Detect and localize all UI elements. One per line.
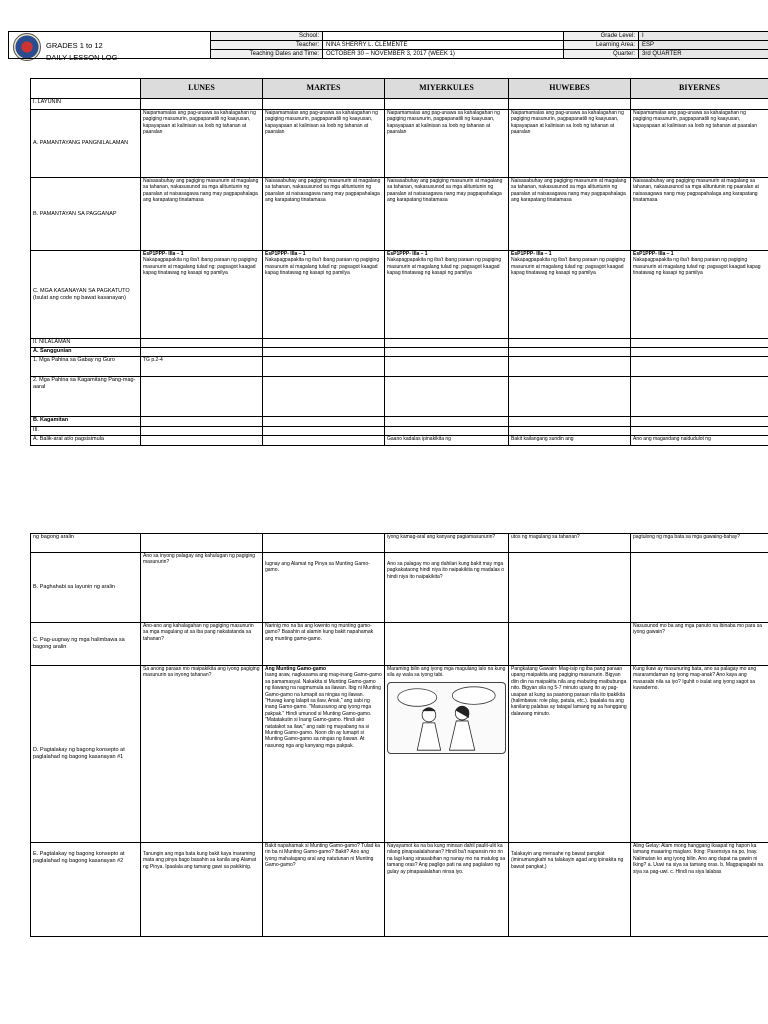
cell-kasanayan bbox=[263, 251, 385, 339]
cell-kasanayan bbox=[631, 251, 768, 339]
day-header-miyerkules: MIYERKULES bbox=[385, 79, 509, 99]
cell-kasanayan bbox=[385, 251, 509, 339]
day-header-lunes: LUNES bbox=[141, 79, 263, 99]
cell-text: Iugnay ang Alamat ng Pinya sa Munting Gamo-gamo. bbox=[263, 553, 385, 623]
header-table bbox=[8, 31, 768, 59]
cell-text: Ano-ano ang kahalagahan ng pagiging masunurin sa mga magulang at sa iba pang nakatatanda sa tahanan? bbox=[141, 623, 263, 666]
cell-text: Ano sa inyong palagay ang kahulugan ng pagiging masunurin? bbox=[141, 553, 263, 623]
row-label-pagtalakay-2: E. Pagtalakay ng bagong konsepto at paglalahad ng bagong kasanayan #2 bbox=[31, 843, 141, 937]
kasanayan-code: EsP1PPP- IIIa – 1 bbox=[143, 251, 184, 257]
cell-kasanayan bbox=[509, 251, 631, 339]
form-title-grades: GRADES 1 to 12 bbox=[46, 41, 103, 50]
row-label-pagtalakay-1: D. Pagtalakay ng bagong konsepto at paglalahad ng bagong kasanayan #1 bbox=[31, 666, 141, 843]
cell-text bbox=[263, 436, 385, 446]
cell-text bbox=[385, 623, 509, 666]
illustration-girls-talking bbox=[387, 682, 506, 754]
kasanayan-code: EsP1PPP- IIIa – 1 bbox=[265, 251, 306, 257]
section-kagamitan: B. Kagamitan bbox=[31, 417, 141, 427]
cell-text: Aling Gelay: Alam mong hanggang ikaapat ng hapon ka lamang maaaring maglaro. Iking: Pasensiya na po, Inay. Nalimutan ko ang iyong bilin. Ano ang dapat na gawin ni Iking? a. Uuwi na siya sa tamang oras. b. Magpapagabi na siya sa pag-uwi. c. Hindi na siya lalabas bbox=[631, 843, 768, 937]
row-label-kasanayan: C. MGA KASANAYAN SA PAGKATUTO (Isulat ang code ng bawat kasanayan) bbox=[31, 251, 141, 339]
section-sanggunian: A. Sanggunian bbox=[31, 348, 141, 357]
cell-text: Tanungin ang mga bata kung bakit kaya maraming mata ang pinya bago basahin sa kanila ang Alamat ng Pinya. Ipaalala ang tamang gawi sa pakikinig. bbox=[141, 843, 263, 937]
row-label-paghahabi: B. Paghahabi sa layunin ng aralin bbox=[31, 553, 141, 623]
cell-with-figure bbox=[385, 666, 509, 843]
cell-text: Naipamamalas ang pag-unawa sa kahalagahan ng pagiging masunurin, pagpapanatili ng kaayusan, kapayapaan at kalinisan sa loob ng tahanan at paaralan bbox=[385, 110, 509, 178]
day-header-biyernes: BIYERNES bbox=[631, 79, 768, 99]
cell-text bbox=[141, 534, 263, 553]
cell-text: Naipamamalas ang pag-unawa sa kahalagahan ng pagiging masunurin, pagpapanatili ng kaayusan, kapayapaan at kalinisan sa loob ng tahanan at paaralan bbox=[631, 110, 768, 178]
school-value bbox=[323, 32, 564, 41]
grade-value: I bbox=[639, 32, 768, 41]
teacher-label: Teacher: bbox=[211, 41, 323, 50]
row-label-pamantayang: A. PAMANTAYANG PANGNILALAMAN bbox=[31, 110, 141, 178]
cell-text: Sa anong paraan mo maipakikita ang iyong pagiging masunurin sa inyong tahanan? bbox=[141, 666, 263, 843]
cell-text: Naipamamalas ang pag-unawa sa kahalagahan ng pagiging masunurin, pagpapanatili ng kaayusan, kapayapaan at kalinisan sa loob ng tahanan at paaralan bbox=[263, 110, 385, 178]
cell-text: Nakapagpapakita ng iba't ibang paraan ng pagiging masunurin at magalang tulad ng: pagsagot kaagad kapag tinatawag ng kasapi ng pamilya bbox=[633, 257, 761, 277]
corner-cell bbox=[31, 79, 141, 99]
gabay-value: TG p.2-4 bbox=[141, 357, 263, 377]
row-label-bagong-aralin: ng bagong aralin bbox=[31, 534, 141, 553]
cell-text: Maraming bilin ang iyong mga magulang lalo na kung sila ay wala sa iyong tabi. bbox=[387, 666, 506, 679]
cell-text: utos ng magulang sa tahanan? bbox=[509, 534, 631, 553]
cell-text bbox=[263, 534, 385, 553]
cell-text: Naisasabuhay ang pagiging masunurin at magalang sa tahanan, nakasusunod sa mga alituntunin ng paaralan at naisasagawa nang may pagpapahalaga ang karapatang tinatamasa bbox=[385, 178, 509, 251]
cell-text: Pangkatang Gawain: Mag-isip ng iba pang paraan upang maipakita ang pagiging masunurin. Bigyan diin din na maipakita nila ang mabuting maibubunga nito. Bigyan sila ng 5-7 minuto upang ito ay pag-usapan at kung sa paanong paraan nila ito ipakikita (halimbawa: role play, patula, etc.). Ipaalala na ang kanilang palabas ay tatagal lamang ng sa hanggang dalawang minuto. bbox=[509, 666, 631, 843]
dates-value: OCTOBER 30 – NOVEMBER 3, 2017 (WEEK 1) bbox=[323, 50, 564, 59]
cell-text: Nasusunod mo ba ang mga panuto na ibinaba mo para sa iyong gawain? bbox=[631, 623, 768, 666]
section-nilalaman: II. NILALAMAN bbox=[31, 339, 141, 348]
cell-text: Ano sa palagay mo ang dahilan kung bakit may mga pagkakataong hindi niya ito naipakikita ng madalas o hindi niya ito naipakikita? bbox=[385, 553, 509, 623]
cell-text: Naisasabuhay ang pagiging masunurin at magalang sa tahanan, nakasusunod sa mga alituntunin ng paaralan at naisasagawa nang may pagpapahalaga ang karapatang tinatamasa bbox=[509, 178, 631, 251]
row-label-pag-uugnay: C. Pag-uugnay ng mga halimbawa sa bagong aralin bbox=[31, 623, 141, 666]
day-header-martes: MARTES bbox=[263, 79, 385, 99]
cell-text: Nakapagpapakita ng iba't ibang paraan ng pagiging masunurin at magalang tulad ng: pagsagot kaagad kapag tinatawag ng kasapi ng pamilya bbox=[143, 257, 258, 277]
cell-text bbox=[509, 623, 631, 666]
cell-text: Ano ang magandang naidudulot ng bbox=[631, 436, 768, 446]
grade-label: Grade Level: bbox=[564, 32, 639, 41]
cell-text: Bakit kailangang sundin ang bbox=[509, 436, 631, 446]
cell-text: Naisasabuhay ang pagiging masunurin at magalang sa tahanan, nakasusunod sa mga alituntunin ng paaralan at naisasagawa nang may pagpapahalaga ang karapatang tinatamasa bbox=[263, 178, 385, 251]
area-label: Learning Area: bbox=[564, 41, 639, 50]
cell-text: Naipamamalas ang pag-unawa sa kahalagahan ng pagiging masunurin, pagpapanatili ng kaayusan, kapayapaan at kalinisan sa loob ng tahanan at paaralan bbox=[141, 110, 263, 178]
cell-text: Naipamamalas ang pag-unawa sa kahalagahan ng pagiging masunurin, pagpapanatili ng kaayusan, kapayapaan at kalinisan sa loob ng tahanan at paaralan bbox=[509, 110, 631, 178]
cell-text bbox=[141, 436, 263, 446]
dates-label: Teaching Dates and Time: bbox=[211, 50, 323, 59]
quarter-value: 3rd QUARTER bbox=[639, 50, 768, 59]
kasanayan-code: EsP1PPP- IIIa – 1 bbox=[511, 251, 552, 257]
kasanayan-code: EsP1PPP- IIIa – 1 bbox=[387, 251, 428, 257]
cell-text: iyong kamag-aral ang kanyang pagiamasunurin? bbox=[385, 534, 509, 553]
quarter-label: Quarter: bbox=[564, 50, 639, 59]
cell-text: Nayayamot ka na ba kung minsan dahil paulit-ulit ka nilang pinapaalalahanan? Hindi ba't napansin mo rin na lagi kang sinasabihan ng nanay mo na matulog sa tamang oras? Ang pagligo pati na ang paglalaro ng gulay ay pinapaalalahan ninsa iyo. bbox=[385, 843, 509, 937]
cell-text: Nakapagpapakita ng iba't ibang paraan ng pagiging masunurin at magalang tulad ng: pagsagot kaagad kapag tinatawag ng kasapi ng pamilya bbox=[265, 257, 380, 277]
area-value: ESP bbox=[639, 41, 768, 50]
cell-text: Gaano kadalas ipinakikita ng bbox=[385, 436, 509, 446]
row-label-pagganap: B. PAMANTAYAN SA PAGGANAP bbox=[31, 178, 141, 251]
dll-table-page1 bbox=[30, 78, 768, 446]
story-text: Isang araw, nagkasama ang mag-inang Gamo-gamo sa pamamasyal. Nakakita si Munting Gamo-gamo ng ilawang na nagmumula sa ilawan. Ibig ni Munting Gamo-gamo na lumapit sa ningas ng ilawan. "Huwag kang lalapit sa ilaw, Anak," ang sabi ng inang Gamo-gamo. "Masusunog ang iyong mga pakpak." Hindi umunod si Munting Gamo-gamo. "Matatakutin si Inang Gamo-gamo. Hindi ako natatakot sa ilaw," ang sabi ng mayabang na si Munting Gamo-gamo. Noon din ay lumapit si Munting Gamo-gamo sa ningas ng ilawan. At nasunog nga ang kanyang mga pakpak. bbox=[265, 672, 382, 749]
row-label-kagamitang: 2. Mga Pahina sa Kagamitang Pang-mag-aaral bbox=[31, 377, 141, 417]
cell-text: Nakapagpapakita ng iba't ibang paraan ng pagiging masunurin at magalang tulad ng: pagsagot kaagad kapag tinatawag ng kasapi ng pamilya bbox=[387, 257, 502, 277]
day-header-huwebes: HUWEBES bbox=[509, 79, 631, 99]
kasanayan-code: EsP1PPP- IIIa – 1 bbox=[633, 251, 674, 257]
cell-text: Talakayin ang mensahe ng bawat pangkat (iminumungkahi na talakayin agad ang ipinakita ng bawat pangkat.) bbox=[509, 843, 631, 937]
row-label-balik-aral: A. Balik-aral at/o pagsisimula bbox=[31, 436, 141, 446]
section-layunin: I. LAYUNIN bbox=[31, 99, 141, 110]
row-label-gabay: 1. Mga Pahina sa Gabay ng Guro bbox=[31, 357, 141, 377]
cell-text: Narinig mo na ba ang kwento ng munting gamo-gamo? Basahin at alamin kung bakit napahamak ang munting gamo-gamo. bbox=[263, 623, 385, 666]
cell-text bbox=[631, 553, 768, 623]
cell-kasanayan bbox=[141, 251, 263, 339]
cell-text: Kung ikaw ay masunuring bata, ano sa palagay mo ang mararamdaman ng iyong mag-anak? Ano kaya ang masasabi nila sa iyo? Iguhit o isulat ang iyong sagot sa kuwaderno. bbox=[631, 666, 768, 843]
school-label: School: bbox=[211, 32, 323, 41]
form-title-dll: DAILY LESSON LOG bbox=[46, 53, 118, 62]
cell-text: Naisasabuhay ang pagiging masunurin at magalang sa tahanan, nakasusunod sa mga alituntunin ng paaralan at naisasagawa nang may pagpapahalaga ang karapatang tinatamasa bbox=[631, 178, 768, 251]
cell-text: Naisasabuhay ang pagiging masunurin at magalang sa tahanan, nakasusunod sa mga alituntunin ng paaralan at naisasagawa nang may pagpapahalaga ang karapatang tinatamasa bbox=[141, 178, 263, 251]
cell-text bbox=[509, 553, 631, 623]
section-iii: III. bbox=[31, 427, 141, 436]
title-cell bbox=[9, 32, 211, 59]
story-title: Ang Munting Gamo-gamo bbox=[265, 666, 327, 672]
dll-table-page2 bbox=[30, 533, 768, 937]
teacher-value: NINA SHERRY L. CLEMENTE bbox=[323, 41, 564, 50]
cell-text: pagtulong ng mga bata sa mga gawaing-bahay? bbox=[631, 534, 768, 553]
cartoon-illustration-icon bbox=[388, 683, 505, 753]
cell-text: Nakapagpapakita ng iba't ibang paraan ng pagiging masunurin at magalang tulad ng: pagsagot kaagad kapag tinatawag ng kasapi ng pamilya bbox=[511, 257, 626, 277]
cell-text: Bakit napahamak si Munting Gamo-gamo? Tulad ka rin ba ni Munting Gamo-gamo? Bakit? Ano ang iyong mahalagang aral ang natutunan ni Munting Gamo-gamo? bbox=[263, 843, 385, 937]
cell-story bbox=[263, 666, 385, 843]
